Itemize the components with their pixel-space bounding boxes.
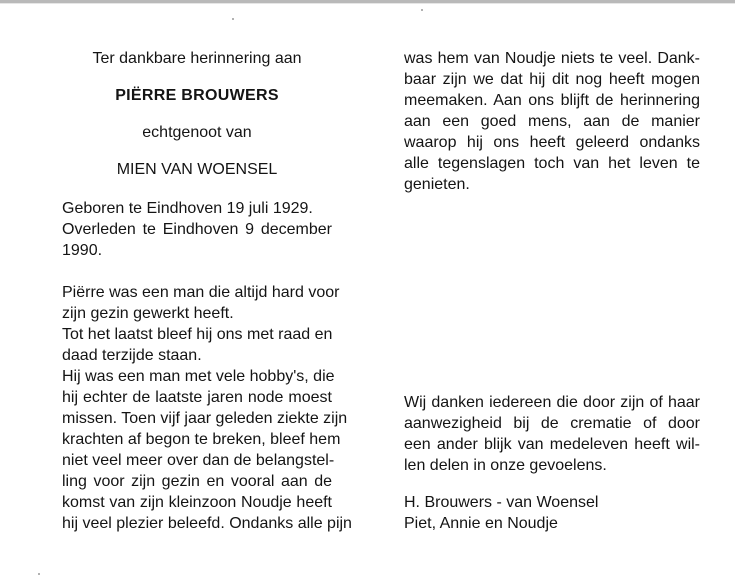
paragraph-line: komst van zijn kleinzoon Noudje heeft — [62, 494, 332, 511]
paragraph-line: Tot het laatst bleef hij ons met raad en — [62, 326, 333, 343]
paragraph-line: krachten af begon te breken, bleef hem — [62, 431, 341, 448]
thanks-line: len delen in onze gevoelens. — [404, 457, 607, 474]
left-column — [62, 48, 352, 534]
thanks-line: Wij danken iedereen die door zijn of haar — [404, 394, 700, 411]
paragraph-line: was hem van Noudje niets te veel. Dank- — [404, 50, 700, 67]
paragraph-line: Piërre was een man die altijd hard voor — [62, 284, 340, 301]
intro-text: Ter dankbare herinnering aan — [92, 50, 302, 67]
paragraph-line: alle tegenslagen toch van het leven te — [404, 155, 700, 172]
paragraph-line: baar zijn we dat hij dit nog heeft mogen — [404, 71, 700, 88]
thanks-line: aanwezigheid bij de crematie of door — [404, 415, 700, 432]
speck — [421, 9, 423, 11]
signature-line: Piet, Annie en Noudje — [404, 515, 558, 532]
deceased-name: PIËRRE BROUWERS — [115, 87, 279, 104]
thanks-block — [404, 392, 700, 476]
paragraph-line: meemaken. Aan ons blijft de herinnering — [404, 92, 700, 109]
top-border-shadow — [0, 3, 735, 4]
speck — [38, 573, 40, 575]
paragraph-line: missen. Toen vijf jaar geleden ziekte zijn — [62, 410, 348, 427]
speck — [232, 18, 234, 20]
paragraph-line: genieten. — [404, 176, 470, 193]
paragraph-line: zijn gezin gewerkt heeft. — [62, 305, 234, 322]
paragraph-line: waarop hij ons heeft geleerd ondanks — [404, 134, 700, 151]
signature-line: H. Brouwers - van Woensel — [404, 494, 599, 511]
right-column — [404, 48, 700, 195]
death-line: Overleden te Eindhoven 9 december — [62, 221, 332, 238]
paragraph-line: aan een goed mens, aan de manier — [404, 113, 700, 130]
signature-block — [404, 492, 700, 534]
relation-text: echtgenoot van — [142, 124, 252, 141]
spouse-name: MIEN VAN WOENSEL — [116, 161, 278, 178]
paragraph-line: daad terzijde staan. — [62, 347, 202, 364]
paragraph-line: ling voor zijn gezin en vooral aan de — [62, 473, 332, 490]
death-year: 1990. — [62, 242, 103, 259]
paragraph-line: hij echter de laatste jaren node moest — [62, 389, 332, 406]
paragraph-line: hij veel plezier beleefd. Ondanks alle pijn — [62, 515, 352, 532]
paragraph-line: Hij was een man met vele hobby's, die — [62, 368, 335, 385]
birth-line: Geboren te Eindhoven 19 juli 1929. — [62, 200, 313, 217]
paragraph-line: niet veel meer over dan de belangstel- — [62, 452, 335, 469]
thanks-line: een ander blijk van medeleven heeft wil- — [404, 436, 700, 453]
